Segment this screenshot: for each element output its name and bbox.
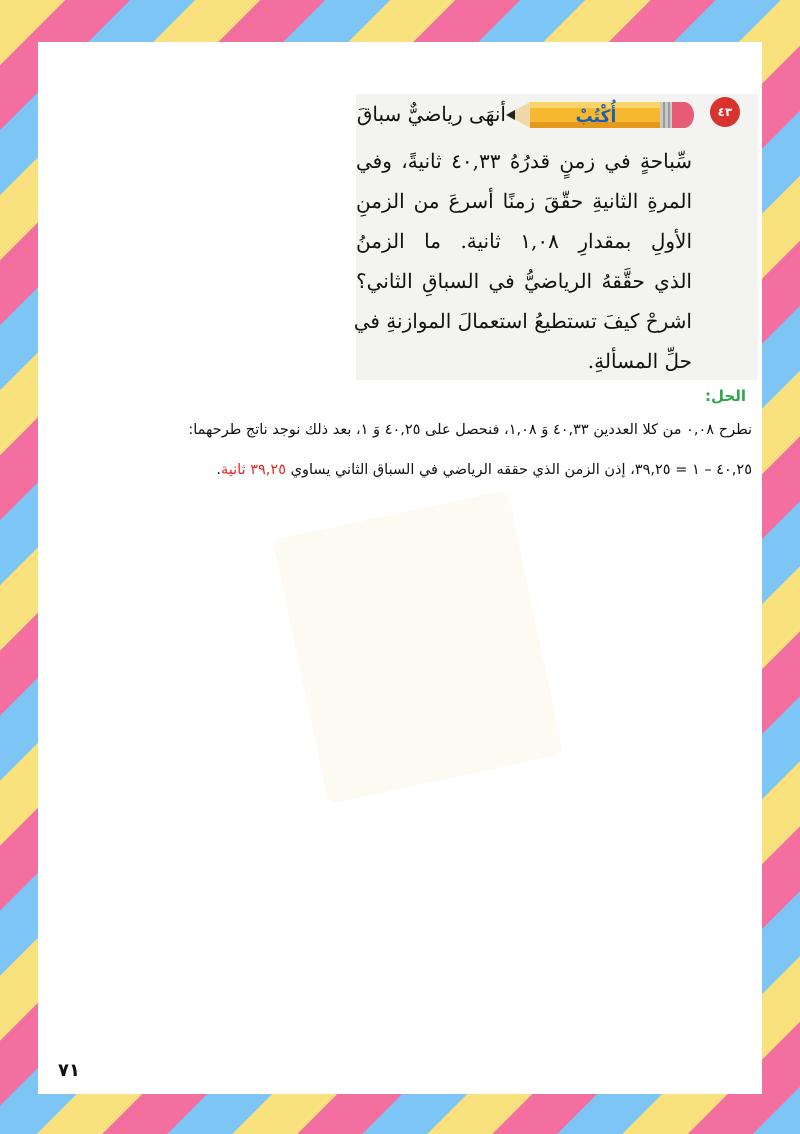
problem-line: سِّباحةٍ في زمنٍ قدرُهُ ٤٠,٣٣ ثانيةً، وفي xyxy=(356,149,692,173)
solution-line-2-end: . xyxy=(216,462,221,478)
problem-text xyxy=(353,141,693,381)
solution-line-2-text: ٤٠,٢٥ – ١ = ٣٩,٢٥، إذن الزمن الذي حققه الرياضي في السباق الثاني يساوي xyxy=(290,462,752,478)
page-number: ٧١ xyxy=(58,1060,80,1081)
problem-line: الذي حقَّقهُ الرياضيُّ في السباقِ الثاني؟ xyxy=(356,269,692,293)
pencil-label: أُكْتُبْ xyxy=(575,107,617,127)
solution-line-1: نطرح ٠,٠٨ من كلا العددين ٤٠,٣٣ وَ ١,٠٨، فنحصل على ٤٠,٢٥ وَ ١، بعد ذلك نوجد ناتج طرحهما: xyxy=(188,422,752,438)
problem-line: المرةِ الثانيةِ حقّقَ زمنًا أسرعَ من الزمنِ xyxy=(356,189,692,213)
problem-line: الأولِ بمقدارِ ١,٠٨ ثانية. ما الزمنُ xyxy=(356,229,693,253)
solution-answer: ٣٩,٢٥ ثانية xyxy=(220,462,286,478)
pencil-icon xyxy=(506,96,696,134)
solution-line-2 xyxy=(52,462,752,478)
page xyxy=(38,42,762,1094)
problem-first-line: أنهَى رياضيٌّ سباقَ xyxy=(356,102,506,126)
watermark-logo xyxy=(273,490,564,804)
question-number-badge: ٤٣ xyxy=(710,97,740,127)
solution-label: الحل: xyxy=(705,387,746,405)
problem-line: حلِّ المسألةِ. xyxy=(587,349,692,373)
problem-line: اشرحْ كيفَ تستطيعُ استعمالَ الموازنةِ في xyxy=(353,309,692,333)
